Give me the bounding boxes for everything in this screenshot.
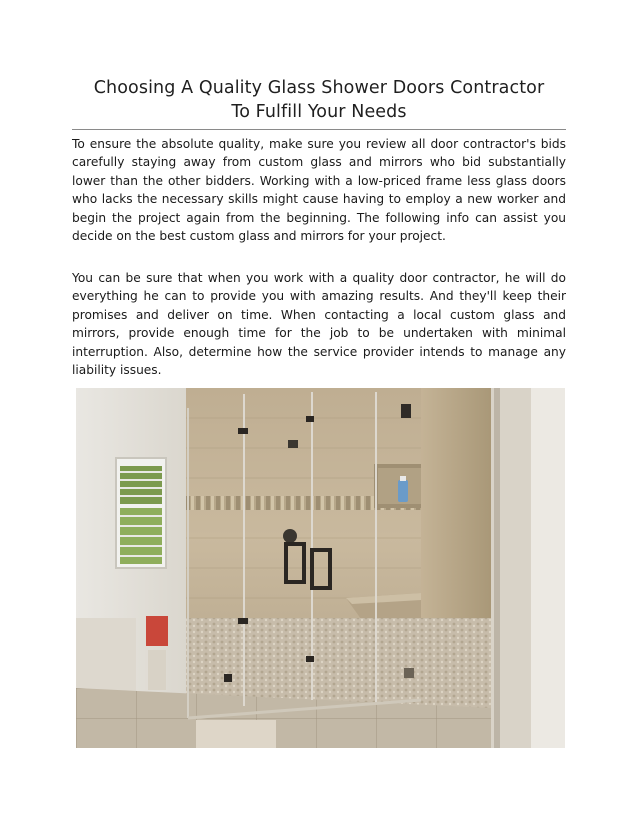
paragraph-1: To ensure the absolute quality, make sure you review all door contractor's bids carefully staying away from custom glass and mirrors who bid substantially lower than the other bidders. Working with a low-priced frame less glass doors who lacks the necessary skills might cause having to employ a new worker and begin the project again from the beginning. The following info can assist you decide on the best custom glass and mirrors for your project. bbox=[72, 137, 566, 244]
paragraph-2: You can be sure that when you work with a quality door contractor, he will do everything he can to provide you with amazing results. And they'll keep their promises and deliver on time. When contacting a local custom glass and mirrors, provide enough time for the job to be undertaken with minimal interruption. Also, determine how the service provider intends to manage any liability issues. bbox=[72, 271, 566, 378]
document-title bbox=[72, 76, 566, 124]
shower-niche bbox=[374, 464, 428, 508]
shower-illustration bbox=[76, 388, 565, 748]
shower-photo bbox=[76, 388, 565, 748]
title-line-2: To Fulfill Your Needs bbox=[231, 102, 407, 122]
title-line-1: Choosing A Quality Glass Shower Doors Contractor bbox=[93, 78, 545, 98]
window bbox=[116, 458, 166, 568]
title-underline bbox=[72, 129, 566, 130]
